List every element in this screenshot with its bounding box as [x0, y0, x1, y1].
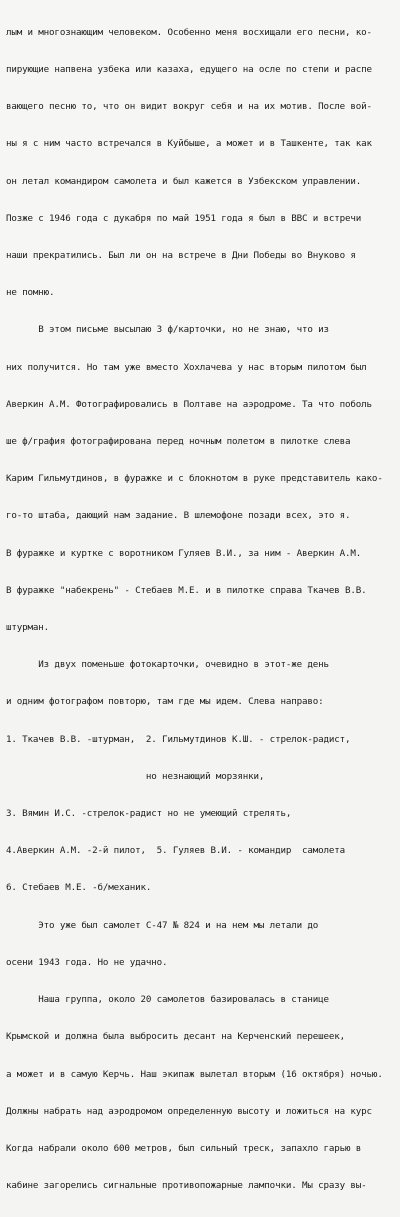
- text-line: В этом письме высылаю 3 ф/карточки, но не знаю, что из: [6, 324, 329, 336]
- text-line: Это уже был самолет С-47 № 824 и на нем мы летали до: [6, 919, 319, 931]
- text-line: Должны набрать над аэродромом определенную высоту и ложиться на курс: [6, 1105, 372, 1117]
- typewritten-text: [6, 2, 396, 1217]
- text-line: го-то штаба, дающий нам задание. В шлемофоне позади всех, это я.: [6, 510, 351, 522]
- text-line: 1. Ткачев В.В. -штурман, 2. Гильмутдинов К.Ш. - стрелок-радист,: [6, 733, 351, 745]
- text-line: вающего песню то, что он видит вокруг себя и на их мотив. После вой-: [6, 101, 372, 113]
- text-line: пирующие напвена узбека или казаха, едущего на осле по степи и распе: [6, 64, 372, 76]
- text-line: кабине загорелись сигнальные противопожарные лампочки. Мы сразу вы-: [6, 1180, 367, 1192]
- text-line: осени 1943 года. Но не удачно.: [6, 956, 168, 968]
- text-line: них получится. Но там уже вместо Хохлачева у нас вторым пилотом был: [6, 361, 367, 373]
- text-line: ше ф/графия фотографирована перед ночным полетом в пилотке слева: [6, 436, 351, 448]
- text-line: он летал командиром самолета и был кажется в Узбекском управлении.: [6, 175, 362, 187]
- text-line: а может и в самую Керчь. Наш экипаж вылетал вторым (16 октября) ночью.: [6, 1068, 383, 1080]
- text-line: штурман.: [6, 622, 50, 634]
- text-line: не помню.: [6, 287, 55, 299]
- text-line: В фуражке и куртке с воротником Гуляев В.И., за ним - Аверкин А.М.: [6, 547, 362, 559]
- text-line: ны я с ним часто встречался в Куйбыше, а может и в Ташкенте, так как: [6, 138, 372, 150]
- text-line: Крымской и должна была выбросить десант на Керченский перешеек,: [6, 1031, 346, 1043]
- text-line: 4.Аверкин А.М. -2-й пилот, 5. Гуляев В.И. - командир самолета: [6, 845, 346, 857]
- text-line: Аверкин А.М. Фотографировались в Полтаве на аэродроме. Та что поболь: [6, 398, 372, 410]
- text-line: наши прекратились. Был ли он на встрече в Дни Победы во Внуково я: [6, 250, 356, 262]
- text-line: Карим Гильмутдинов, в фуражке и с блокнотом в руке представитель како-: [6, 473, 383, 485]
- text-line: и одним фотографом повторю, там где мы идем. Слева направо:: [6, 696, 324, 708]
- text-line: 3. Вямин И.С. -стрелок-радист но не умеющий стрелять,: [6, 808, 292, 820]
- text-line: 6. Стебаев М.Е. -б/механик.: [6, 882, 152, 894]
- text-line: Когда набрали около 600 метров, был сильный треск, запахло гарью в: [6, 1142, 362, 1154]
- text-line: Наша группа, около 20 самолетов базировалась в станице: [6, 994, 329, 1006]
- text-line: лым и многознающим человеком. Особенно меня восхищали его песни, ко-: [6, 26, 372, 38]
- text-line: но незнающий морзянки,: [6, 770, 265, 782]
- text-line: В фуражке "набекрень" - Стебаев М.Е. и в пилотке справа Ткачев В.В.: [6, 584, 367, 596]
- text-line: Из двух поменьше фотокарточки, очевидно в этот-же день: [6, 659, 329, 671]
- text-line: Позже с 1946 года с дукабря по май 1951 года я был в ВВС и встречи: [6, 212, 362, 224]
